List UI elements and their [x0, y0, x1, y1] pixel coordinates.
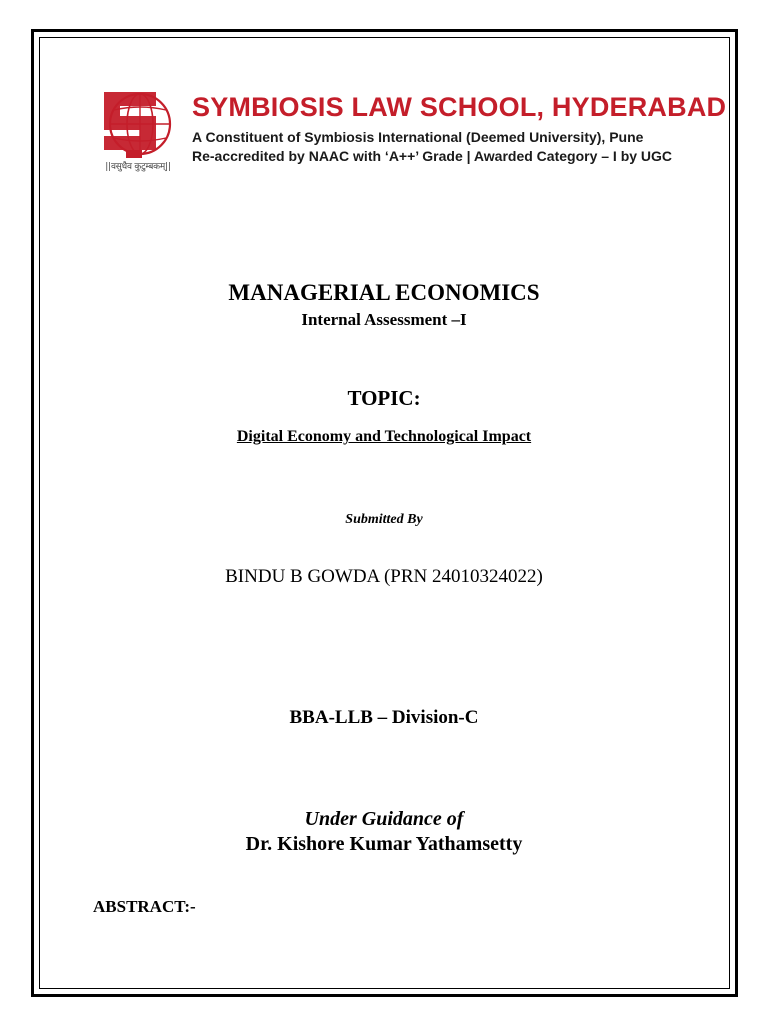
abstract-heading: ABSTRACT:- — [93, 897, 196, 916]
author-name: BINDU B GOWDA (PRN 24010324022) — [225, 566, 543, 587]
topic-title: Digital Economy and Technological Impact — [236, 428, 532, 445]
guide-name: Dr. Kishore Kumar Yathamsetty — [245, 833, 523, 855]
constituent-line: A Constituent of Symbiosis International (Deemed University), Pune — [192, 129, 644, 145]
submitted-by-label: Submitted By — [345, 512, 423, 527]
accreditation-line: Re-accredited by NAAC with ‘A++’ Grade | Awarded Category – I by UGC — [192, 148, 673, 164]
institution-header — [192, 92, 727, 166]
s-letter-icon — [104, 92, 156, 150]
topic-label: TOPIC: — [347, 386, 421, 410]
motto: ||वसुधैव कुटुम्बकम्|| — [105, 162, 171, 172]
document-title: MANAGERIAL ECONOMICS — [228, 280, 540, 305]
guidance-label: Under Guidance of — [304, 808, 464, 830]
institution-name: SYMBIOSIS LAW SCHOOL, HYDERABAD — [192, 92, 727, 122]
document-subtitle: Internal Assessment –I — [301, 310, 467, 329]
program-division: BBA-LLB – Division-C — [289, 707, 479, 728]
